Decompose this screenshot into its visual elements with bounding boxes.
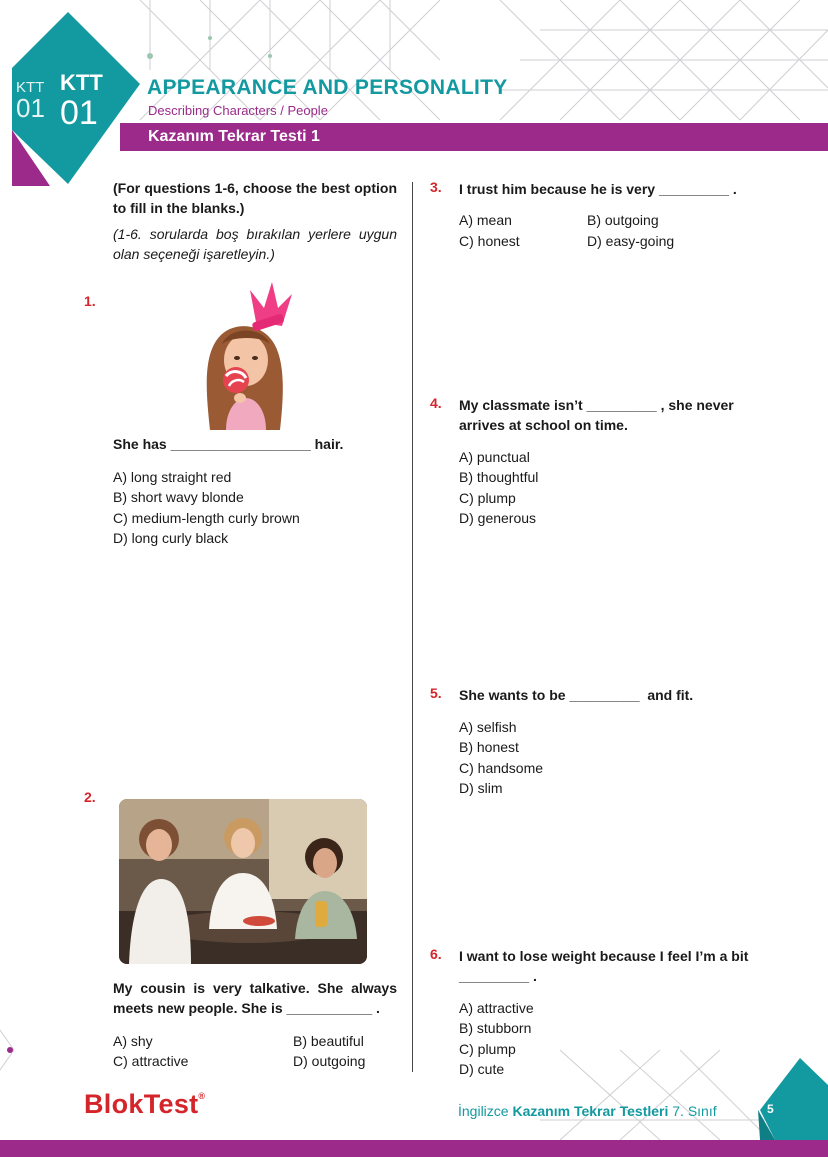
question-6-option-a[interactable]: A) attractive <box>459 1000 534 1016</box>
question-1-number: 1. <box>84 293 96 309</box>
column-divider <box>412 182 413 1072</box>
question-2-option-d[interactable]: D) outgoing <box>293 1053 366 1069</box>
question-4-option-b[interactable]: B) thoughtful <box>459 469 539 486</box>
ktt-code: KTT <box>60 70 103 95</box>
question-6-option-d[interactable]: D) cute <box>459 1060 505 1077</box>
question-5-text: She wants to be _________ and fit. <box>459 687 694 703</box>
question-1-text: She has __________________ hair. <box>113 436 344 452</box>
footer-series-suffix: 7. Sınıf <box>672 1103 717 1119</box>
ktt-number-small: 01 <box>16 93 45 123</box>
question-1-option-c[interactable]: C) medium-length curly brown <box>113 509 300 526</box>
question-6-number: 6. <box>430 946 442 962</box>
question-1-option-b[interactable]: B) short wavy blonde <box>113 489 244 506</box>
ktt-code-small: KTT <box>16 79 45 96</box>
brand-logo <box>84 1089 205 1120</box>
question-4-option-a[interactable]: A) punctual <box>459 449 530 465</box>
question-3-option-d[interactable]: D) easy-going <box>587 233 675 249</box>
girl-lollipop-image <box>196 282 296 430</box>
instructions-turkish: (1-6. sorularda boş bırakılan yerlere uygun olan seçeneği işaretleyin.) <box>113 226 397 262</box>
question-6-option-c[interactable]: C) plump <box>459 1040 516 1057</box>
question-5-option-b[interactable]: B) honest <box>459 739 519 756</box>
question-3-option-a[interactable]: A) mean <box>459 212 512 228</box>
question-4-option-c[interactable]: C) plump <box>459 489 516 506</box>
question-4-option-d[interactable]: D) generous <box>459 509 537 526</box>
question-1-option-a[interactable]: A) long straight red <box>113 469 232 485</box>
question-3-option-c[interactable]: C) honest <box>459 233 520 249</box>
question-5-number: 5. <box>430 685 442 701</box>
page-number: 5 <box>767 1102 774 1116</box>
footer-series-bold: Kazanım Tekrar Testleri <box>512 1103 669 1119</box>
question-4-text: My classmate isn’t _________ , she never arrives at school on time. <box>459 397 734 433</box>
question-2-option-a[interactable]: A) shy <box>113 1033 153 1049</box>
question-3-number: 3. <box>430 179 442 195</box>
footer-series-prefix: İngilizce <box>458 1103 509 1119</box>
instructions-english: (For questions 1-6, choose the best option to fill in the blanks.) <box>113 180 397 216</box>
question-3-option-b[interactable]: B) outgoing <box>587 212 659 228</box>
friends-photo-image <box>119 799 367 964</box>
friends-photo <box>119 799 367 964</box>
question-1-option-d[interactable]: D) long curly black <box>113 529 229 546</box>
question-5-option-c[interactable]: C) handsome <box>459 759 544 776</box>
question-2-text: My cousin is very talkative. She always meets new people. She is ___________ . <box>113 980 397 1016</box>
question-4-number: 4. <box>430 395 442 411</box>
ktt-badge <box>60 72 103 130</box>
question-6-text: I want to lose weight because I feel I’m a bit _________ . <box>459 948 749 984</box>
footer-banner <box>0 1140 828 1157</box>
question-3-text: I trust him because he is very _________ . <box>459 181 737 197</box>
ktt-badge-shadow <box>16 80 45 121</box>
question-2-option-b[interactable]: B) beautiful <box>293 1033 364 1049</box>
ktt-number: 01 <box>60 94 98 132</box>
question-2-option-c[interactable]: C) attractive <box>113 1053 189 1069</box>
question-6-option-b[interactable]: B) stubborn <box>459 1020 532 1037</box>
page-subtitle: Describing Characters / People <box>148 103 328 118</box>
brand-name: BlokTest <box>84 1089 199 1119</box>
question-5-option-d[interactable]: D) slim <box>459 779 503 796</box>
page-title: APPEARANCE AND PERSONALITY <box>147 76 508 99</box>
question-2-number: 2. <box>84 789 96 805</box>
footer-series <box>458 1103 717 1119</box>
test-name: Kazanım Tekrar Testi 1 <box>148 128 320 145</box>
brand-registered-mark: ® <box>198 1091 206 1101</box>
question-5-option-a[interactable]: A) selfish <box>459 719 517 735</box>
